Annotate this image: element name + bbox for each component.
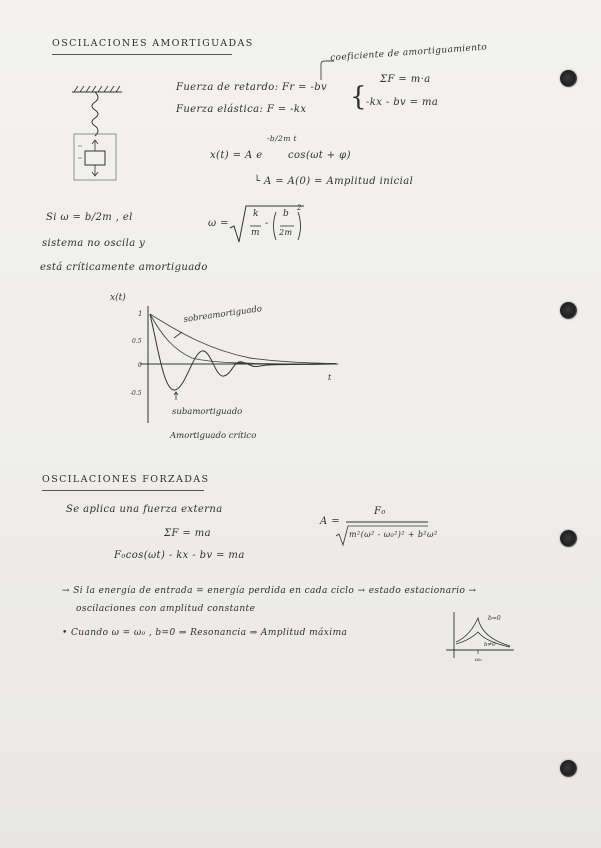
label-subamortiguado: subamortiguado: [172, 407, 243, 417]
curve-subamortiguado: [150, 314, 336, 390]
title-underline: [52, 54, 232, 55]
condition-line-2: sistema no oscila y: [42, 238, 146, 249]
coef-annotation: coeficiente de amortiguamiento: [329, 42, 488, 64]
xt-equation: x(t) = A e: [210, 150, 263, 161]
fuerza-elastica: Fuerza elástica: F = -kx: [176, 104, 307, 115]
label-sobreamortiguado: sobreamortiguado: [183, 304, 263, 325]
graph-xlabel: t: [328, 373, 332, 382]
binder-hole-3: [560, 530, 577, 547]
omega-k: k: [253, 209, 259, 219]
omega-m: m: [251, 228, 260, 238]
binder-hole-4: [560, 760, 577, 777]
tick-1: 1: [138, 310, 143, 318]
annotation-arrow: [318, 58, 338, 82]
intro-text: Se aplica una fuerza externa: [66, 504, 223, 515]
title-underline-2: [42, 490, 204, 491]
amp-numerator: F₀: [374, 506, 386, 517]
omega-square: 2: [297, 204, 302, 212]
xt-cos: cos(ωt + φ): [288, 150, 351, 161]
exp-power: -b/2m t: [267, 134, 297, 143]
equation-1: -kx - bv = ma: [366, 97, 439, 108]
binder-hole-2: [560, 302, 577, 319]
sum-forces-2: ΣF = ma: [164, 528, 211, 539]
spring-mass-diagram: [66, 84, 128, 194]
brace: {: [350, 82, 367, 112]
damping-graph: [100, 288, 360, 448]
section-title-forzadas: OSCILACIONES FORZADAS: [42, 474, 210, 485]
amp-label: A =: [320, 516, 340, 527]
curve-sobreamortiguado: [150, 314, 336, 364]
mini-w0: ω₀: [475, 657, 482, 663]
tick-0: 0: [138, 362, 142, 369]
amplitude-note: └ A = A(0) = Amplitud inicial: [254, 176, 414, 187]
omega-b: b: [283, 209, 290, 219]
omega-2m: 2m: [279, 228, 293, 237]
amp-denominator: m²(ω² - ω₀²)² + b²ω²: [349, 530, 438, 539]
mini-b0: b=0: [488, 615, 501, 622]
sum-forces-1: ΣF = m·a: [380, 74, 431, 85]
bullet-1-line-1: → Si la energía de entrada = energía perdida en cada ciclo → estado estacionario →: [62, 586, 477, 596]
omega-minus: -: [265, 218, 269, 229]
mini-bne0: b≠0: [484, 642, 496, 648]
condition-line-3: está críticamente amortiguado: [40, 262, 208, 273]
resonance-sketch: [440, 608, 520, 664]
bullet-2: • Cuando ω = ω₀ , b=0 ⇒ Resonancia ⇒ Amplitud máxima: [62, 628, 348, 638]
tick-05: 0.5: [132, 338, 142, 345]
section-title-amortiguadas: OSCILACIONES AMORTIGUADAS: [52, 38, 254, 49]
bullet-1-line-2: oscilaciones con amplitud constante: [76, 604, 256, 614]
binder-hole-1: [560, 70, 577, 87]
omega-label: ω =: [208, 218, 229, 229]
graph-ylabel: x(t): [110, 293, 126, 303]
equation-2: F₀cos(ωt) - kx - bv = ma: [114, 550, 245, 561]
fuerza-retardo: Fuerza de retardo: Fr = -bv: [176, 82, 328, 93]
condition-line-1: Si ω = b/2m , el: [46, 212, 133, 223]
tick-m05: -0.5: [130, 390, 142, 397]
label-critico: Amortiguado crítico: [170, 431, 257, 441]
